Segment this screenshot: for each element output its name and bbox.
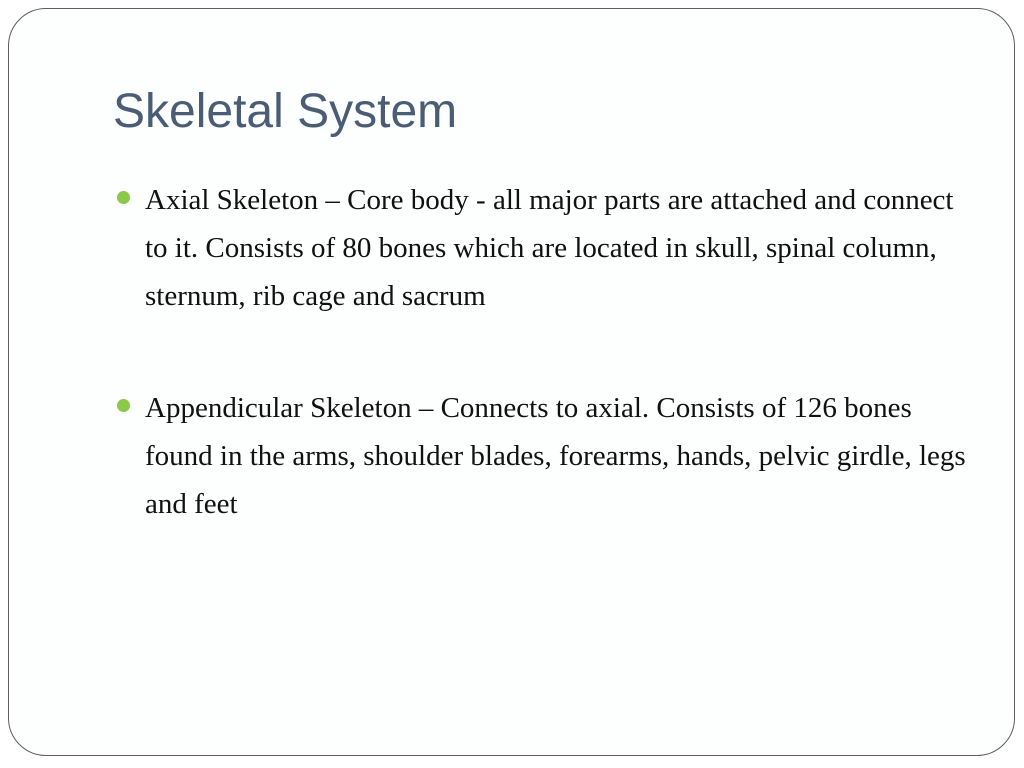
bullet-text: Appendicular Skeleton – Connects to axial. Consists of 126 bones found in the arms, shoulder blades, forearms, hands, pelvic girdle, legs and feet bbox=[145, 392, 966, 520]
bullet-dot-icon bbox=[117, 399, 130, 412]
bullet-dot-icon bbox=[117, 191, 130, 204]
slide bbox=[8, 8, 1015, 756]
slide-title: Skeletal System bbox=[113, 85, 458, 138]
bullet-item-appendicular bbox=[113, 384, 983, 528]
bullet-item-axial bbox=[113, 176, 983, 320]
bullet-text: Axial Skeleton – Core body - all major parts are attached and connect to it. Consists of 80 bones which are located in skull, spinal column, sternum, rib cage and sacrum bbox=[145, 184, 954, 312]
bullet-list bbox=[113, 176, 983, 528]
